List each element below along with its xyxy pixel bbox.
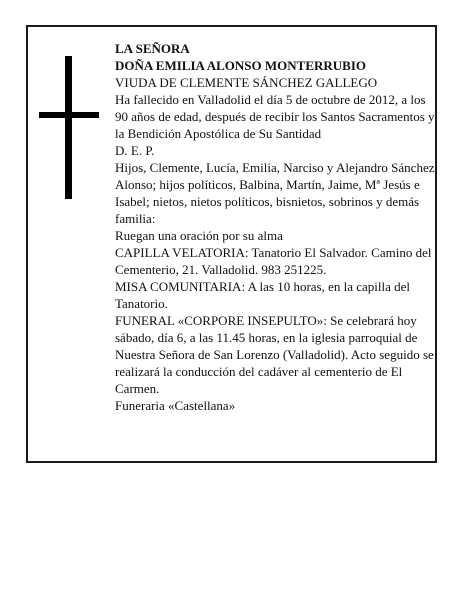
rip-line: D. E. P. — [115, 143, 155, 158]
mass-info: MISA COMUNITARIA: A las 10 horas, en la capilla del Tanatorio. — [115, 279, 411, 311]
obituary-notice — [26, 25, 437, 463]
cross-horizontal-bar — [39, 112, 99, 118]
family-list: Hijos, Clemente, Lucía, Emilia, Narciso y Alejandro Sánchez Alonso; hijos políticos, Balbina, Martín, Jaime, Mª Jesús e Isabel; nietos, nietos políticos, bisnietos, sobrinos y demás familia: — [115, 160, 435, 226]
chapel-info: CAPILLA VELATORIA: Tanatorio El Salvador. Camino del Cementerio, 21. Valladolid. 983 251225. — [115, 245, 432, 277]
cross-icon — [39, 56, 99, 199]
death-announcement: Ha fallecido en Valladolid el día 5 de octubre de 2012, a los 90 años de edad, después de recibir los Santos Sacramentos y la Bendición Apostólica de Su Santidad — [115, 92, 435, 141]
funeral-info: FUNERAL «CORPORE INSEPULTO»: Se celebrará hoy sábado, día 6, a las 11.45 horas, en la iglesia parroquial de Nuestra Señora de San Lorenzo (Valladolid). Acto seguido se realizará la conducción del cadáver al cementerio de El Carmen. — [115, 313, 434, 396]
notice-heading: LA SEÑORA — [115, 41, 190, 56]
widow-of-line: VIUDA DE CLEMENTE SÁNCHEZ GALLEGO — [115, 75, 378, 90]
funeral-home: Funeraria «Castellana» — [115, 398, 236, 413]
deceased-name: DOÑA EMILIA ALONSO MONTERRUBIO — [115, 58, 367, 73]
cross-vertical-bar — [65, 56, 72, 199]
notice-body — [115, 40, 435, 414]
prayer-request: Ruegan una oración por su alma — [115, 228, 283, 243]
